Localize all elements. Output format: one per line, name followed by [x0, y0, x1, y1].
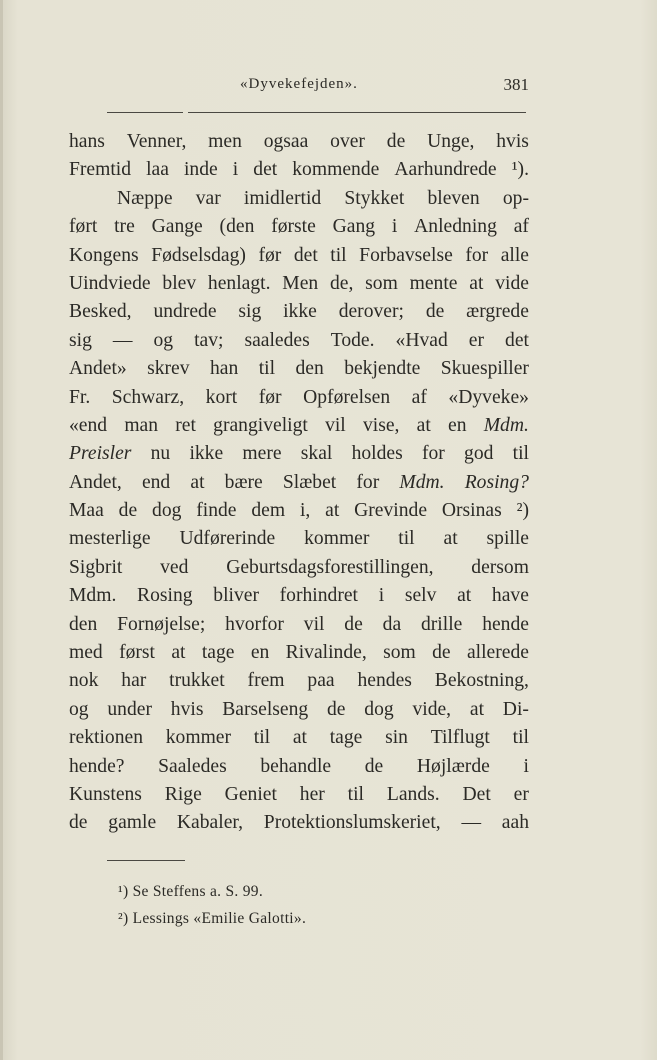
header-rule-right — [188, 112, 526, 113]
footnotes — [118, 878, 518, 932]
text-line: hans Venner, men ogsaa over de Unge, hvis — [69, 131, 529, 152]
text-line: mesterlige Udførerinde kommer til at spille — [69, 528, 529, 550]
text-line: «end man ret grangiveligt vil vise, at en Mdm. — [69, 414, 529, 436]
text-line: de gamle Kabaler, Protektionslumskeriet, — aah — [69, 812, 529, 834]
footnote-2: ²) Lessings «Emilie Galotti». — [118, 910, 307, 927]
text-line: Andet» skrev han til den bekjendte Skuespiller — [69, 358, 529, 380]
text-line: Kongens Fødselsdag) før det til Forbavselse for alle — [69, 244, 529, 266]
text-line: Kunstens Rige Geniet her til Lands. Det er — [69, 783, 529, 805]
text-line: Besked, undrede sig ikke derover; de ærgrede — [69, 301, 529, 323]
text-line: Preisler nu ikke mere skal holdes for god til — [69, 443, 529, 465]
footnote-rule — [107, 860, 185, 861]
text-line: Sigbrit ved Geburtsdagsforestillingen, dersom — [69, 556, 529, 578]
text-line: Fremtid laa inde i det kommende Aarhundrede ¹). — [69, 159, 529, 181]
text-line: Fr. Schwarz, kort før Opførelsen af «Dyveke» — [69, 386, 529, 408]
text-line: ført tre Gange (den første Gang i Anledning af — [69, 216, 529, 238]
text-line: sig — og tav; saaledes Tode. «Hvad er det — [69, 329, 529, 351]
text-line: Andet, end at bære Slæbet for Mdm. Rosing? — [69, 471, 529, 493]
text-line: Mdm. Rosing bliver forhindret i selv at have — [69, 585, 529, 607]
text-line: og under hvis Barselseng de dog vide, at Di- — [69, 698, 529, 720]
page-header — [69, 76, 529, 100]
text-line: den Fornøjelse; hvorfor vil de da drille hende — [69, 613, 529, 635]
text-line: hende? Saaledes behandle de Højlærde i — [69, 755, 529, 777]
body-text — [69, 128, 529, 838]
text-line: rektionen kommer til at tage sin Tilflugt til — [69, 727, 529, 749]
text-line: nok har trukket frem paa hendes Bekostning, — [69, 670, 529, 692]
text-line: Maa de dog finde dem i, at Grevinde Orsinas ²) — [69, 500, 529, 522]
text-line: Uindviede blev henlagt. Men de, som mente at vide — [69, 272, 529, 294]
page-number: 381 — [503, 75, 529, 94]
text-line: med først at tage en Rivalinde, som de allerede — [69, 642, 529, 664]
header-rule-left — [107, 112, 183, 113]
footnote-1: ¹) Se Steffens a. S. 99. — [118, 883, 264, 900]
page-spine-edge — [0, 0, 3, 1060]
running-title: «Dyvekefejden». — [240, 76, 358, 92]
text-line: Næppe var imidlertid Stykket bleven op- — [117, 187, 529, 209]
